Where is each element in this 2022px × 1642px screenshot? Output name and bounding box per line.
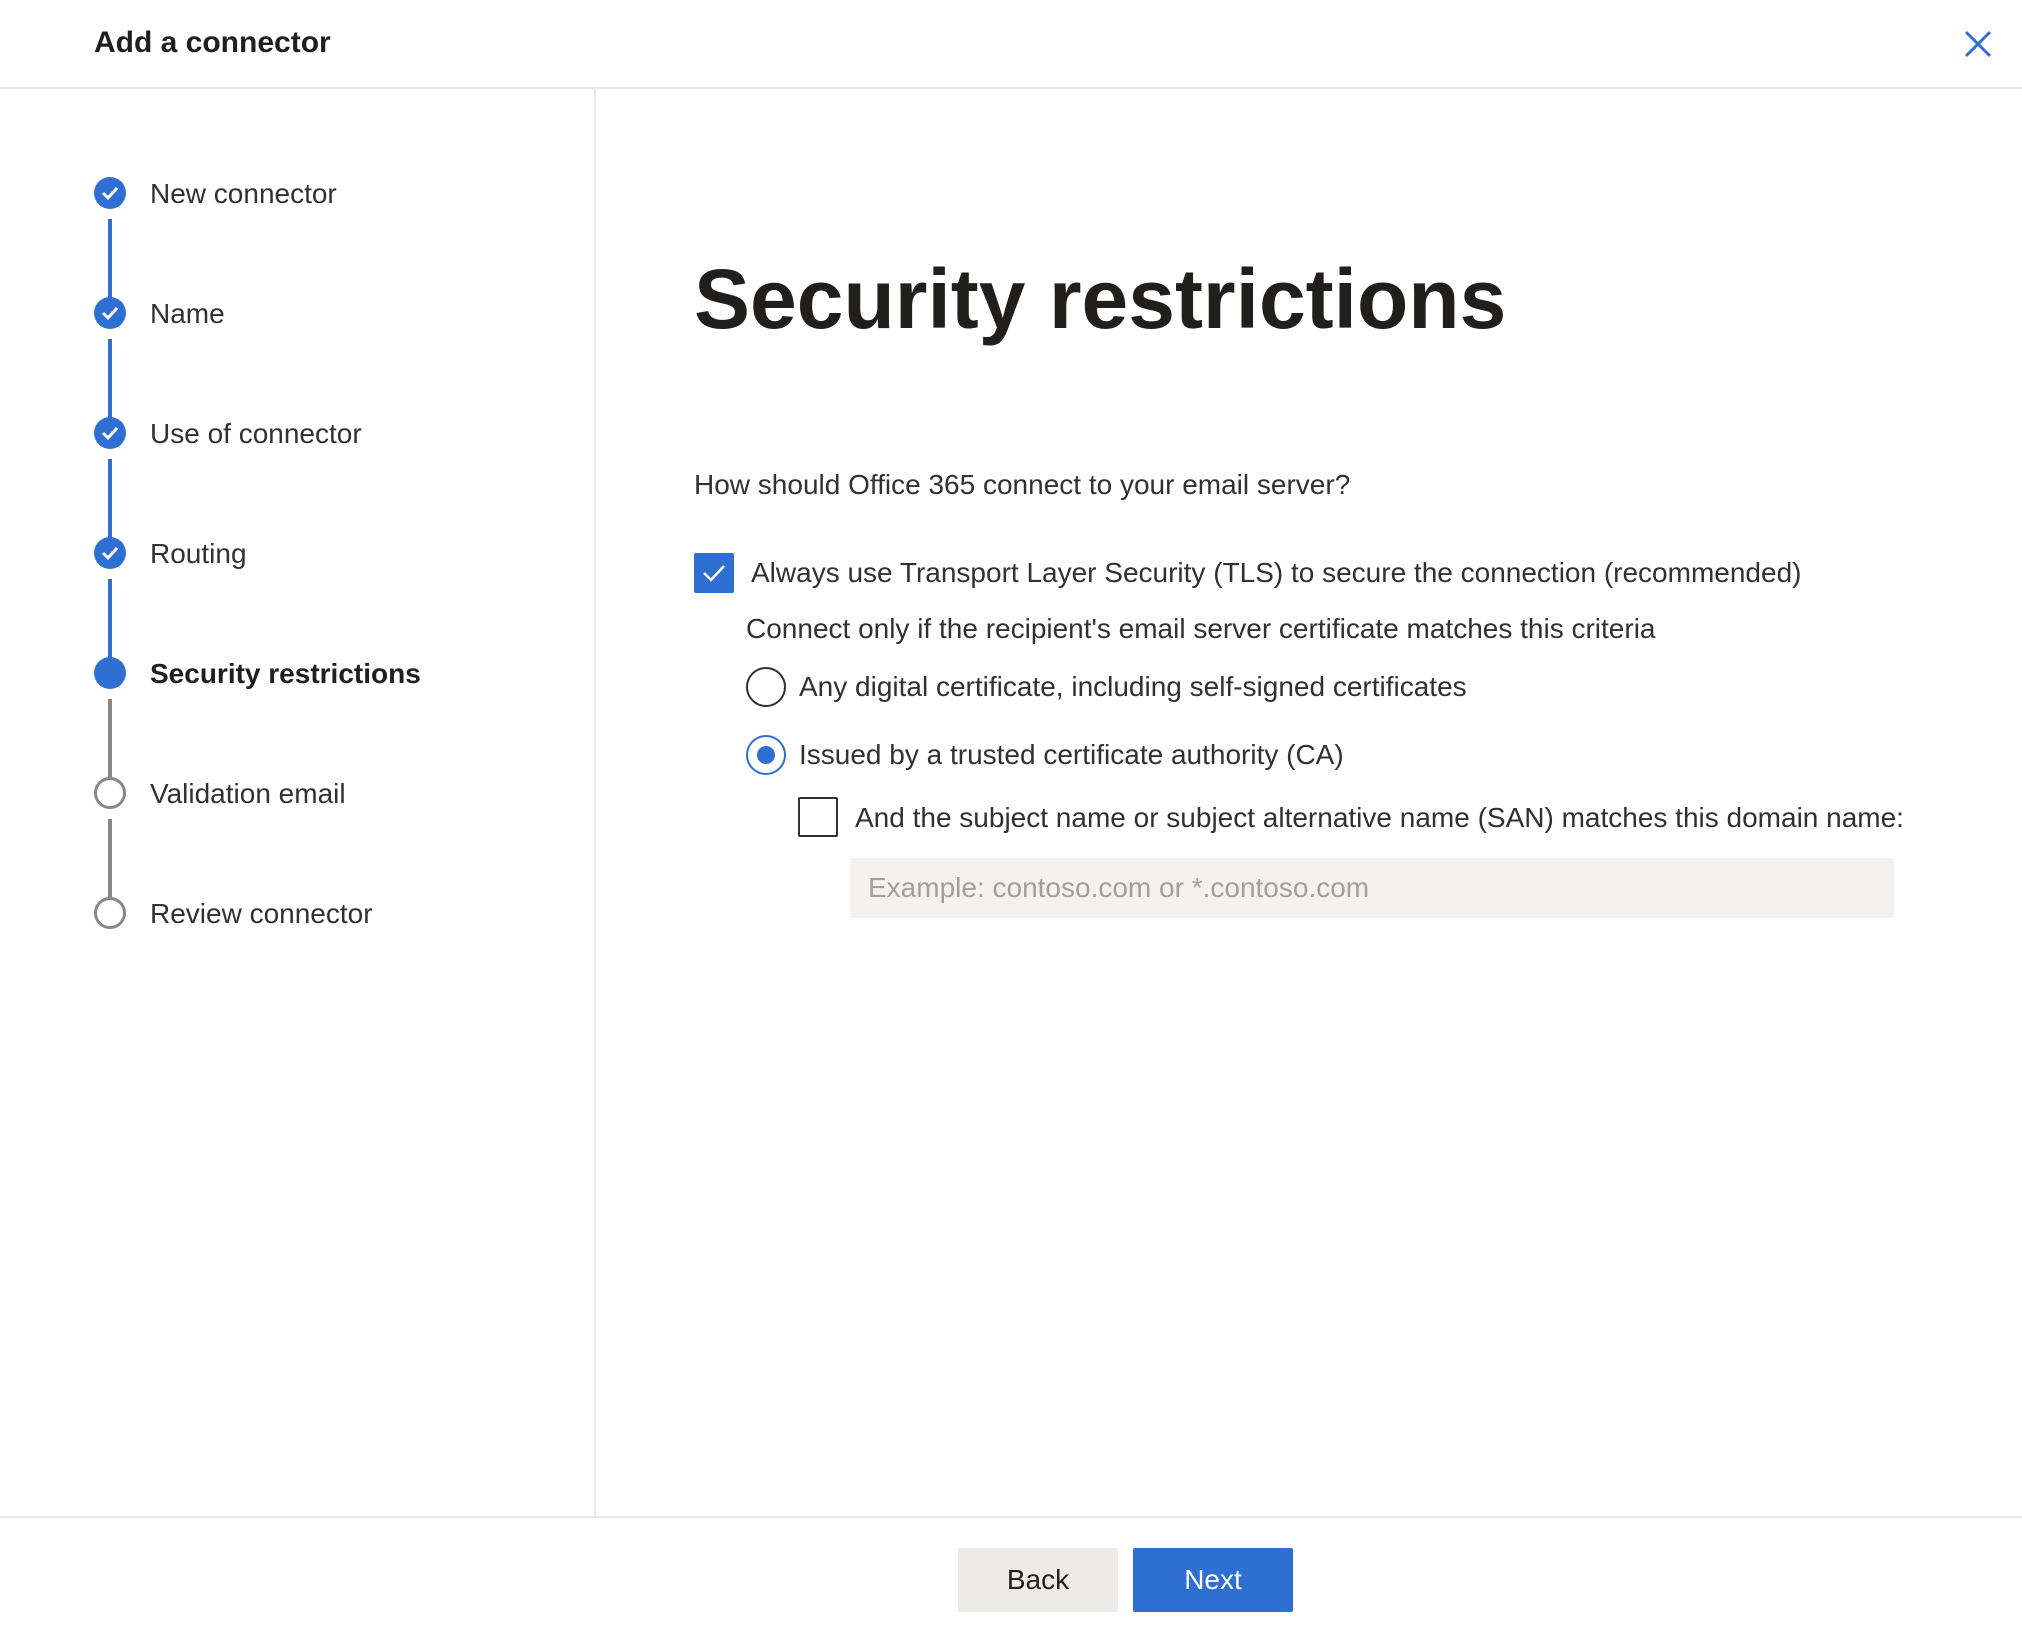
tls-checkbox[interactable] [694,553,734,593]
wizard-steps [0,89,596,1516]
step-complete-icon [94,297,126,329]
trusted-ca-label[interactable]: Issued by a trusted certificate authority (CA) [799,739,1344,770]
trusted-ca-radio[interactable] [746,735,786,775]
next-button[interactable]: Next [1133,1548,1293,1612]
back-button[interactable]: Back [958,1548,1118,1612]
close-icon[interactable] [1960,26,1996,62]
domain-name-input[interactable] [850,858,1894,918]
main-content [596,89,2022,1516]
san-checkbox[interactable] [798,797,838,837]
step-connector-line [108,819,112,909]
step-connector-line [108,579,112,669]
step-complete-icon [94,417,126,449]
certificate-criteria-text: Connect only if the recipient's email server certificate matches this criteria [746,613,1656,644]
step-label: Review connector [150,898,373,929]
step-label: New connector [150,178,337,209]
dialog-title: Add a connector [94,26,331,59]
step-connector-line [108,459,112,549]
step-connector-line [108,219,112,309]
step-pending-icon [94,777,126,809]
connection-question: How should Office 365 connect to your email server? [694,469,1351,500]
checkmark-icon [702,562,726,584]
san-checkbox-label[interactable]: And the subject name or subject alternative name (SAN) matches this domain name: [855,802,1904,833]
radio-selected-dot [757,746,775,764]
step-pending-icon [94,897,126,929]
dialog-header [0,0,2022,89]
step-label: Use of connector [150,418,362,449]
step-current-icon [94,657,126,689]
close-button[interactable] [1960,26,1996,62]
any-certificate-radio[interactable] [746,667,786,707]
step-label: Validation email [150,778,346,809]
step-complete-icon [94,177,126,209]
step-label: Security restrictions [150,658,421,689]
any-certificate-label[interactable]: Any digital certificate, including self-signed certificates [799,671,1467,702]
step-label: Routing [150,538,247,569]
tls-checkbox-label[interactable]: Always use Transport Layer Security (TLS) to secure the connection (recommended) [751,557,1802,588]
step-label: Name [150,298,225,329]
step-complete-icon [94,537,126,569]
page-title: Security restrictions [694,252,1507,346]
step-connector-line [108,339,112,429]
step-connector-line [108,699,112,789]
dialog-footer [0,1516,2022,1642]
